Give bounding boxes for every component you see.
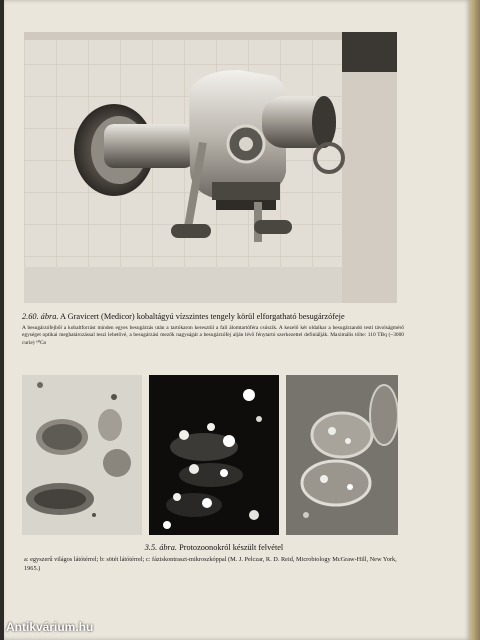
figure-caption-bottom-text: Protozoonokról készült felvétel xyxy=(179,543,284,552)
micrograph-dark-field xyxy=(149,375,279,535)
figure-caption-text: A Gravicert (Medicor) kobaltágyú vízszintes tengely körül elforgatható besugárzófeje xyxy=(60,312,345,321)
figure-number: 2.60. ábra. xyxy=(22,312,59,321)
watermark: Antikvárium.hu xyxy=(6,620,94,634)
bright-field-image xyxy=(22,375,142,535)
micrograph-phase-contrast xyxy=(286,375,398,535)
page-edge xyxy=(470,0,480,640)
figure-description-top: A besugárzófejből a kobaltforrást minden egyes besugárzás után a tartókaron keresztül a falí álomtartóféra csúszik. A kezelő két oldalkar a besugárzandó testi távolságmérő egységet optikai meghatározással teszi lehetővé, a besugárzási mezők nagyságát a besugárzófej alján lévő fénytartó szerkezettel definiálják. Maximális tölte: 110 TBq (~3000 curie) ⁶⁰Co xyxy=(22,325,404,346)
dark-field-image xyxy=(149,375,279,535)
cobalt-unit-photo xyxy=(24,32,397,303)
cobalt-unit-illustration xyxy=(24,32,397,303)
figure-number-bottom: 3.5. ábra. xyxy=(144,543,178,552)
figure-description-bottom: a: egyszerű világos látótérrel; b: sötét látótérrel; c: fáziskontraszt-mikroszkóppal (M. J. Pelczar, R. D. Reid, Microbiology McGraw-Hill, New York, 1965.) xyxy=(24,556,397,572)
micrograph-bright-field xyxy=(22,375,142,535)
phase-contrast-image xyxy=(286,375,398,535)
figure-caption-bottom xyxy=(24,543,404,552)
figure-caption-top xyxy=(22,312,402,322)
